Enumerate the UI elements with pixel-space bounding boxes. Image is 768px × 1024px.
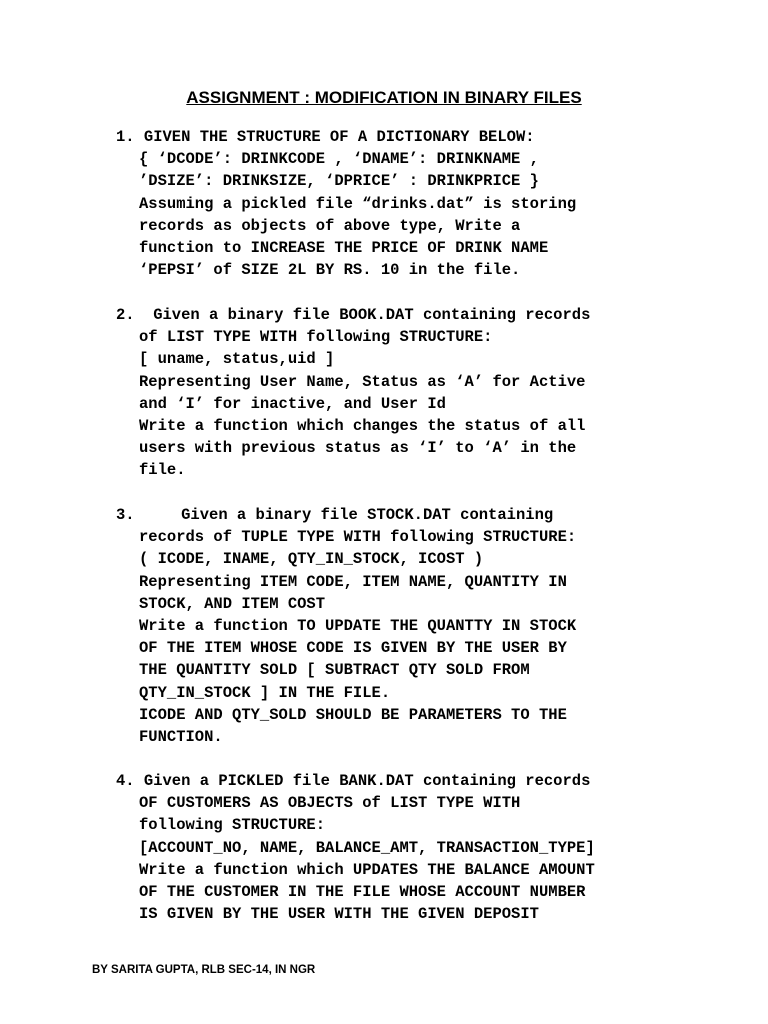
question-2-heading: 2. Given a binary file BOOK.DAT containing records xyxy=(116,306,591,324)
question-line: users with previous status as ‘I’ to ‘A’ in the xyxy=(139,439,577,458)
question-line: ’DSIZE’: DRINKSIZE, ‘DPRICE’ : DRINKPRICE } xyxy=(139,172,539,191)
question-line: function to INCREASE THE PRICE OF DRINK NAME xyxy=(139,239,549,258)
question-2 xyxy=(116,304,696,482)
question-line: OF THE CUSTOMER IN THE FILE WHOSE ACCOUNT NUMBER xyxy=(139,883,586,902)
question-line: Representing User Name, Status as ‘A’ for Active xyxy=(139,372,586,391)
question-line: IS GIVEN BY THE USER WITH THE GIVEN DEPOSIT xyxy=(139,905,539,924)
question-line: THE QUANTITY SOLD [ SUBTRACT QTY SOLD FROM xyxy=(139,661,530,680)
question-line: following STRUCTURE: xyxy=(139,816,326,835)
question-line: [ uname, status,uid ] xyxy=(139,350,335,369)
question-line: file. xyxy=(139,461,186,480)
question-line: records as objects of above type, Write a xyxy=(139,216,521,235)
question-line: ‘PEPSI’ of SIZE 2L BY RS. 10 in the file. xyxy=(139,261,521,280)
question-line: Assuming a pickled file “drinks.dat” is storing xyxy=(139,194,577,213)
page-title: ASSIGNMENT : MODIFICATION IN BINARY FILES xyxy=(186,88,582,107)
question-line: ( ICODE, INAME, QTY_IN_STOCK, ICOST ) xyxy=(139,550,484,569)
question-line: { ‘DCODE’: DRINKCODE , ‘DNAME’: DRINKNAME , xyxy=(139,150,539,169)
question-line: Write a function TO UPDATE THE QUANTTY IN STOCK xyxy=(139,617,577,636)
question-line: FUNCTION. xyxy=(139,728,223,747)
question-1 xyxy=(116,126,696,281)
question-line: [ACCOUNT_NO, NAME, BALANCE_AMT, TRANSACTION_TYPE] xyxy=(139,838,595,857)
question-line: and ‘I’ for inactive, and User Id xyxy=(139,394,446,413)
question-4-heading: 4. Given a PICKLED file BANK.DAT containing records xyxy=(116,772,591,790)
footer-author: BY SARITA GUPTA, RLB SEC-14, IN NGR xyxy=(92,964,316,976)
question-line: Write a function which changes the status of all xyxy=(139,417,586,436)
question-line: Representing ITEM CODE, ITEM NAME, QUANTITY IN xyxy=(139,572,567,591)
question-line: records of TUPLE TYPE WITH following STRUCTURE: xyxy=(139,528,577,547)
question-line: QTY_IN_STOCK ] IN THE FILE. xyxy=(139,683,391,702)
question-line: OF CUSTOMERS AS OBJECTS of LIST TYPE WITH xyxy=(139,794,521,813)
question-line: ICODE AND QTY_SOLD SHOULD BE PARAMETERS TO THE xyxy=(139,705,567,724)
question-line: OF THE ITEM WHOSE CODE IS GIVEN BY THE USER BY xyxy=(139,639,567,658)
question-3-heading: 3. Given a binary file STOCK.DAT containing xyxy=(116,506,554,524)
question-line: STOCK, AND ITEM COST xyxy=(139,594,326,613)
question-line: Write a function which UPDATES THE BALANCE AMOUNT xyxy=(139,860,595,879)
question-3 xyxy=(116,504,696,748)
question-4 xyxy=(116,770,696,925)
question-1-heading: 1. GIVEN THE STRUCTURE OF A DICTIONARY BELOW: xyxy=(116,128,535,146)
question-line: of LIST TYPE WITH following STRUCTURE: xyxy=(139,328,493,347)
